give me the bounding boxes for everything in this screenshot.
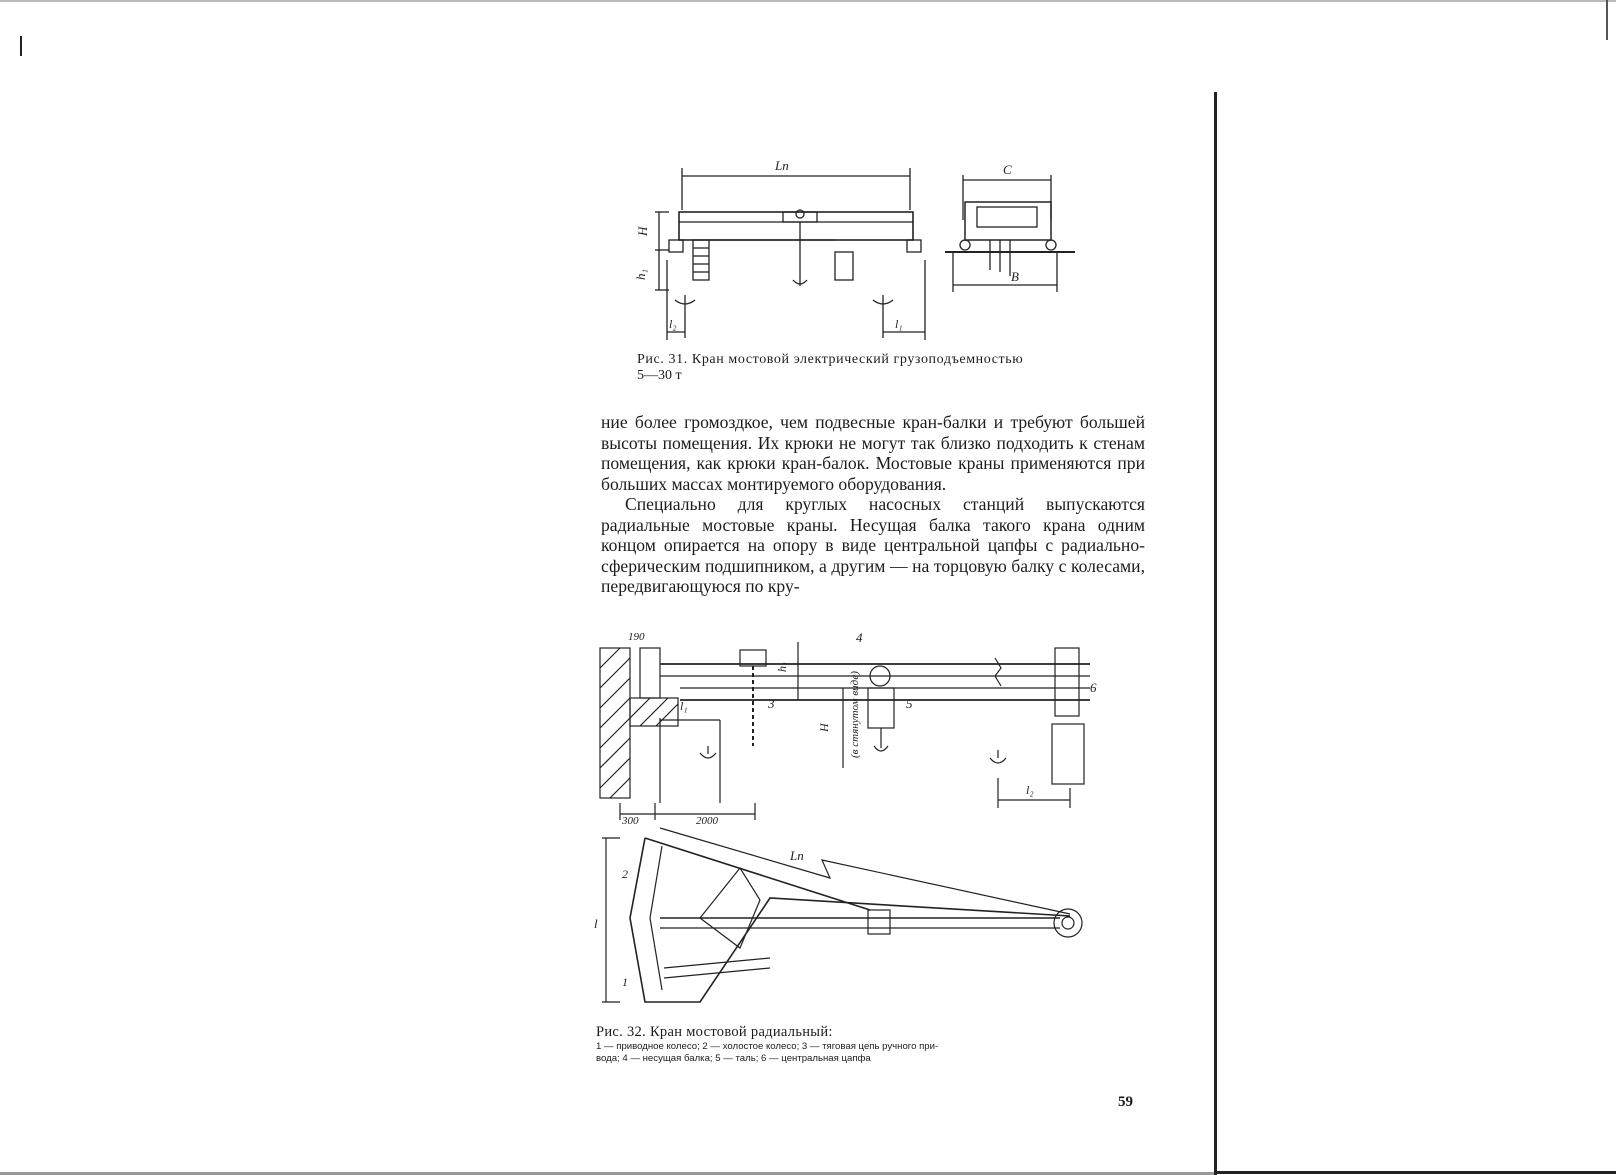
left-margin-mark [20,36,22,56]
fig32-label-300: 300 [622,815,639,827]
right-page-bottom-edge [1216,1171,1616,1174]
figure-32-caption-legend-line2: вода; 4 — несущая балка; 5 — таль; 6 — центральная цапфа [596,1053,871,1064]
figure-32-radial-crane-drawing [594,628,1140,1018]
fig32-label-1: 1 [622,975,628,989]
fig31-label-Ln: Lп [775,158,789,173]
fig32-label-6: 6 [1090,680,1097,695]
fig32-label-l: l [594,916,598,931]
body-paragraph-2: Специально для круглых насосных станций выпускаются радиальные мостовые краны. Несущая балка такого крана одним концом опирается на опору в виде центральной цапфы с радиально-сферическим подшипником, а другим — на торцовую балку с колесами, передвигающуюся по кру- [601,494,1145,596]
fig32-label-2000: 2000 [696,815,718,827]
fig31-label-H: H [635,226,650,236]
body-text [601,412,1145,597]
fig32-label-5: 5 [906,696,913,711]
figure-32-caption-legend-line1: 1 — приводное колесо; 2 — холостое колесо; 3 — тяговая цепь ручного при- [596,1041,939,1052]
fig32-label-4: 4 [856,630,863,645]
fig32-label-note: (в стянутом виде) [849,671,861,758]
figure-31-bridge-crane-drawing [633,158,1175,340]
scan-far-right-mark [1606,0,1608,40]
right-page-edge [1214,92,1217,1175]
fig31-label-l2: l₂ [669,317,677,331]
body-paragraph-1: ние более громоздкое, чем подвесные кран-балки и требуют большей высоты помещения. Их крюки не могут так близко подходить к стенам помещения, как крюки кран-балок. Мостовые краны применяются при больших массах монтируемого оборудования. [601,412,1145,494]
page-number: 59 [1118,1094,1133,1110]
fig32-label-l1: l₁ [680,699,688,713]
figure-32-caption-title: Рис. 32. Кран мостовой радиальный: [596,1024,833,1040]
fig32-label-190: 190 [628,631,645,643]
figure-31-caption-line1: Рис. 31. Кран мостовой электрический грузоподъемностью [637,352,1024,367]
fig32-label-l2: l₂ [1026,783,1034,797]
figure-31-caption [637,352,1137,384]
fig32-label-3: 3 [768,696,775,711]
fig31-label-B: B [1011,269,1019,284]
figure-32-caption [596,1024,1156,1065]
fig31-label-l1: l₁ [895,317,903,331]
fig31-label-C: C [1003,162,1012,177]
scan-top-edge [0,0,1616,2]
fig32-label-h1: h₁ [775,661,789,672]
fig32-label-2: 2 [622,867,628,881]
figure-31-caption-line2: 5—30 т [637,368,682,383]
fig31-label-h1: h₁ [633,268,648,280]
fig32-label-H: H [817,723,831,732]
fig32-label-Ln: Lп [790,848,804,863]
